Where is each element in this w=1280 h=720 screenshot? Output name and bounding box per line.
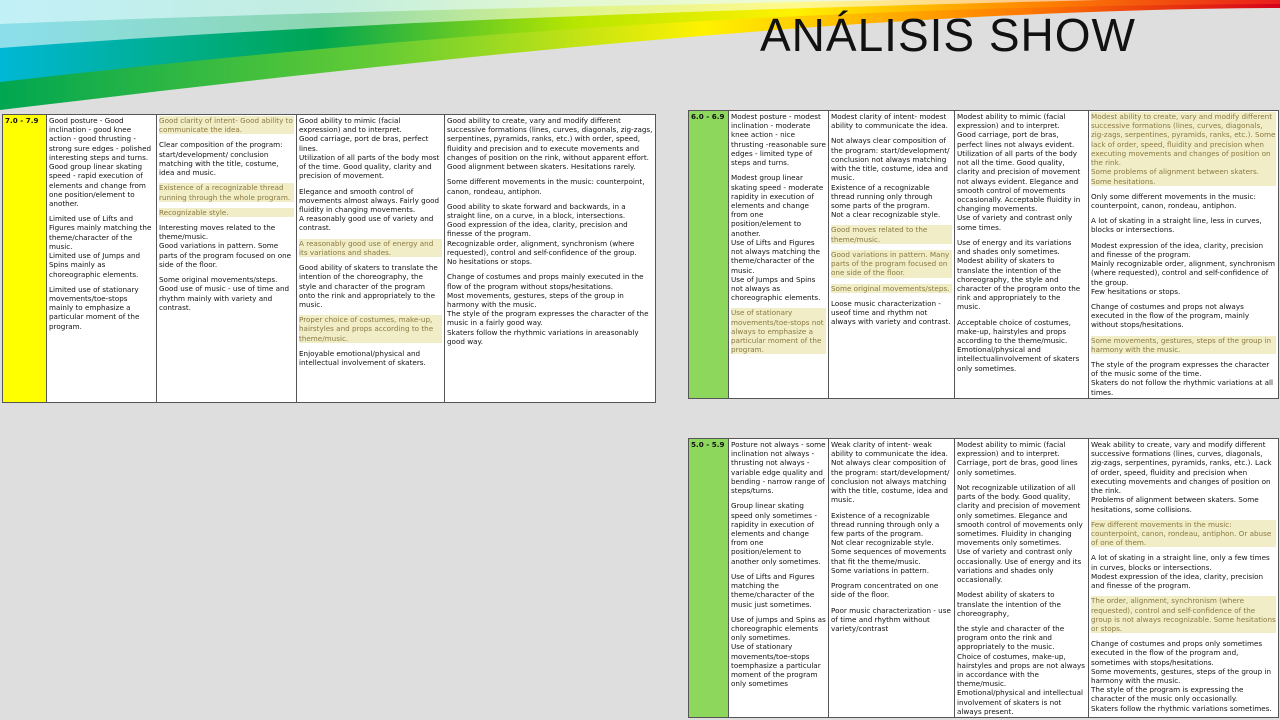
highlighted-criterion: The order, alignment, synchronism (where requested), control and self-confidence of the group is not always recognizable. Some hesitations or stops. — [1091, 596, 1276, 633]
criteria-cell — [1089, 111, 1279, 399]
criterion-text: Good posture - Good inclination - good knee action - good thrusting - strong sure edges - polished interesting steps and turns. Good group linear skating speed - rapid execution of elements and change from one position/element to another. — [49, 116, 152, 208]
criteria-cell — [297, 115, 445, 403]
score-table-6-0 — [688, 110, 1279, 399]
criteria-cell — [829, 439, 955, 718]
score-range-cell: 7.0 - 7.9 — [3, 115, 47, 403]
criterion-text: Elegance and smooth control of movements almost always. Fairly good fluidity in changing movements. A reasonably good use of variety and contrast. — [299, 186, 440, 233]
criterion-text: Modest expression of the idea, clarity, precision and finesse of the program. Mainly recognizable order, alignment, synchronism (where requested), control and self-confidence of the group. Few hesitations or stops. — [1091, 240, 1275, 296]
criterion-text: Change of costumes and props not always executed in the flow of the program, mainly without stops/hesitations. — [1091, 301, 1250, 330]
score-table-7-0 — [2, 114, 656, 403]
criterion-text: Use of energy and its variations and shades only sometimes. Modest ability of skaters to translate the intention of the choreography, the style and character of the program onto the rink and appropriately to the music. — [957, 237, 1081, 312]
criterion-text: Modest ability to mimic (facial expression) and to interpret. Carriage, port de bras, good lines only sometimes. — [957, 440, 1078, 477]
criterion-text: Weak clarity of intent- weak ability to communicate the idea. Not always clear composition of the program: start/development/ conclusion not always matching with the title, costume, idea and music. — [831, 440, 950, 505]
criteria-cell — [955, 111, 1089, 399]
criterion-text: Good ability to skate forward and backwards, in a straight line, on a curve, in a block, intersections. Good expression of the idea, clarity, precision and finesse of the program. Recognizable order, alignment, synchronism (where requested), control and self-confidence of the group. No hesitations or stops. — [447, 201, 637, 267]
table-row — [689, 439, 1279, 718]
criterion-text: A lot of skating in a straight line, less in curves, blocks or intersections. — [1091, 216, 1262, 235]
criterion-text: Interesting moves related to the theme/music. Good variations in pattern. Some parts of the program focused on one side of the floor. — [159, 222, 292, 269]
criterion-text: Good ability to mimic (facial expression) and to interpret. Good carriage, port de bras, perfect lines. Utilization of all parts of the body most of the time. Good quality, clarity and precision of movement. — [299, 116, 440, 181]
highlighted-criterion: Good clarity of intent- Good ability to communicate the idea. — [159, 116, 293, 135]
highlighted-criterion: Proper choice of costumes, make-up, hairstyles and props according to the theme/music. — [299, 315, 442, 343]
criterion-text: Loose music characterization - useof time and rhythm not always with variety and contrast. — [831, 298, 951, 327]
criteria-cell — [955, 439, 1089, 718]
criterion-text: Not always clear composition of the program: start/development/ conclusion not always matching with the title, costume, idea and music. Existence of a recognizable thread running only through some parts of the program. Not a clear recognizable style. — [831, 136, 950, 220]
highlighted-criterion: Few different movements in the music: counterpoint, canon, rondeau, antiphon. Or abuse of one of them. — [1091, 520, 1276, 548]
criterion-text: Change of costumes and props only sometimes executed in the flow of the program and, sometimes with stops/hesitations. Some movements, gestures, steps of the group in harmony with the music. The style of the program is expressing the character of the music only occasionally. Skaters follow the rhythmic variations sometimes. — [1091, 639, 1272, 713]
criterion-text: The style of the program expresses the character of the music some of the time. Skaters do not follow the rhythmic variations at all times. — [1091, 360, 1274, 397]
criterion-text: Good ability to create, vary and modify different successive formations (lines, curves, diagonals, zig-zags, serpentines, pyramids, ranks, etc.) with order, speed, fluidity and precision and to execute movements and changes of position on the rink, without apparent effort. Good alignment between skaters. Hesitations rarely. — [447, 116, 653, 172]
criterion-text: Modest posture - modest inclination - moderate knee action - nice thrusting -reasonable sure edges - limited type of steps and turns. — [731, 112, 826, 168]
criterion-text: Enjoyable emotional/physical and intellectual involvement of skaters. — [299, 348, 426, 368]
criterion-text: Modest ability of skaters to translate the intention of the choreography, — [957, 590, 1061, 618]
criterion-text: Clear composition of the program: start/development/ conclusion matching with the title, costume, idea and music. — [159, 140, 283, 178]
criterion-text: Good ability of skaters to translate the intention of the choreography, the style and character of the program onto the rink and appropriately to the music. — [299, 263, 438, 309]
criteria-cell — [729, 439, 829, 718]
criterion-text: Poor music characterization - use of time and rhythm without variety/contrast — [831, 605, 951, 633]
criterion-text: Group linear skating speed only sometimes - rapidity in execution of elements and change from one position/element to another only sometimes. — [731, 501, 821, 566]
criteria-cell — [829, 111, 955, 399]
criterion-text: Program concentrated on one side of the floor. — [831, 581, 939, 600]
highlighted-criterion: Good moves related to the theme/music. — [831, 225, 952, 243]
highlighted-criterion: Some movements, gestures, steps of the group in harmony with the music. — [1091, 336, 1276, 354]
highlighted-criterion: Use of stationary movements/toe-stops not always to emphasize a particular moment of the program. — [731, 308, 826, 354]
criterion-text: Only some different movements in the music: counterpoint, canon, rondeau, antiphon. — [1091, 191, 1256, 210]
criterion-text: A lot of skating in a straight line, only a few times in curves, blocks or intersections. Modest expression of the idea, clarity, precision and finesse of the program. — [1091, 553, 1270, 591]
score-range-cell: 6.0 - 6.9 — [689, 111, 729, 399]
criterion-text: Acceptable choice of costumes, make-up, hairstyles and props according to the theme/music. Emotional/physical and intellectualinvolvement of skaters only sometimes. — [957, 317, 1080, 373]
criterion-text: Change of costumes and props mainly executed in the flow of the program without stops/hesitations. Most movements, gestures, steps of the group in harmony with the music. The style of the program expresses the character of the music in a fairly good way. Skaters follow the rhythmic variations in areasonably good way. — [447, 272, 649, 346]
highlighted-criterion: Some original movements/steps. — [831, 284, 952, 293]
criterion-text: Limited use of stationary movements/toe-stops mainly to emphasize a particular moment of the program. — [49, 284, 140, 331]
criterion-text: Posture not always - some inclination not always - thrusting not always - variable edge quality and bending - narrow range of steps/turns. — [731, 440, 826, 496]
criteria-cell — [729, 111, 829, 399]
slide-title: ANÁLISIS SHOW — [760, 9, 1136, 61]
criterion-text: Use of Lifts and Figures matching the theme/character of the music just sometimes. — [731, 571, 815, 609]
criterion-text: Weak ability to create, vary and modify different successive formations (lines, curves, diagonals, zig-zags, serpentines, pyramids, ranks, etc.). Lack of order, speed, fluidity and precision when executing movements and changes of position on the rink. Problems of alignment between skaters. Some hesitations, some collisions. — [1091, 440, 1272, 514]
table-row — [689, 111, 1279, 399]
criteria-cell — [157, 115, 297, 403]
highlighted-criterion: Existence of a recognizable thread running through the whole program. — [159, 183, 294, 201]
highlighted-criterion: Good variations in pattern. Many parts of the program focused on one side of the floor. — [831, 250, 952, 278]
highlighted-criterion: Modest ability to create, vary and modify different successive formations (lines, curves, diagonals, zig-zags, serpentines, pyramids, ranks, etc.). Some lack of order, speed, fluidity and precision when executing movements and changes of position on the rink. Some problems of alignment between skaters. Some hesitations. — [1091, 112, 1276, 186]
criterion-text: Some different movements in the music: counterpoint, canon, rondeau, antiphon. — [447, 177, 645, 196]
criterion-text: Modest group linear skating speed - moderate rapidity in execution of elements and change from one position/element to another. Use of Lifts and Figures not always matching the theme/character of the music. Use of Jumps and Spins not always as choreographic elements. — [731, 173, 824, 303]
score-range-cell: 5.0 - 5.9 — [689, 439, 729, 718]
highlighted-criterion: Recognizable style. — [159, 208, 294, 217]
criterion-text: Use of jumps and Spins as choreographic elements only sometimes. Use of stationary movements/toe-stops toemphasize a particular moment of the program only sometimes — [731, 614, 826, 689]
criterion-text: Modest clarity of intent- modest ability to communicate the idea. — [831, 112, 948, 131]
highlighted-criterion: A reasonably good use of energy and its variations and shades. — [299, 239, 442, 257]
criterion-text: Existence of a recognizable thread running through only a few parts of the program. Not clear recognizable style. Some sequences of movements that fit the theme/music. Some variations in pattern. — [831, 510, 947, 575]
criterion-text: the style and character of the program onto the rink and appropriately to the music. Choice of costumes, make-up, hairstyles and props are not always in accordance with the theme/music. Emotional/physical and intellectual involvement of skaters is not always present. — [957, 623, 1085, 716]
score-table-5-0 — [688, 438, 1279, 718]
criterion-text: Some original movements/steps. Good use of music - use of time and rhythm mainly with variety and contrast. — [159, 275, 290, 312]
criteria-cell — [1089, 439, 1279, 718]
table-row — [3, 115, 656, 403]
criterion-text: Modest ability to mimic (facial expression) and to interpret. Good carriage, port de bras, perfect lines not always evident. Utilization of all parts of the body not all the time. Good quality, clarity and precision of movement not always evident. Elegance and smooth control of movements occasionally. Acceptable fluidity in changing movements. Use of variety and contrast only some times. — [957, 112, 1081, 232]
criteria-cell — [47, 115, 157, 403]
criterion-text: Not recognizable utilization of all parts of the body. Good quality, clarity and precision of movement only sometimes. Elegance and smooth control of movements only sometimes. Fluidity in changing movements only sometimes. Use of variety and contrast only occasionally. Use of energy and its variations and shades only occasionally. — [957, 482, 1083, 585]
criterion-text: Limited use of Lifts and Figures mainly matching the theme/character of the music. Limited use of Jumps and Spins mainly as choreographic elements. — [49, 214, 152, 279]
criteria-cell — [445, 115, 656, 403]
